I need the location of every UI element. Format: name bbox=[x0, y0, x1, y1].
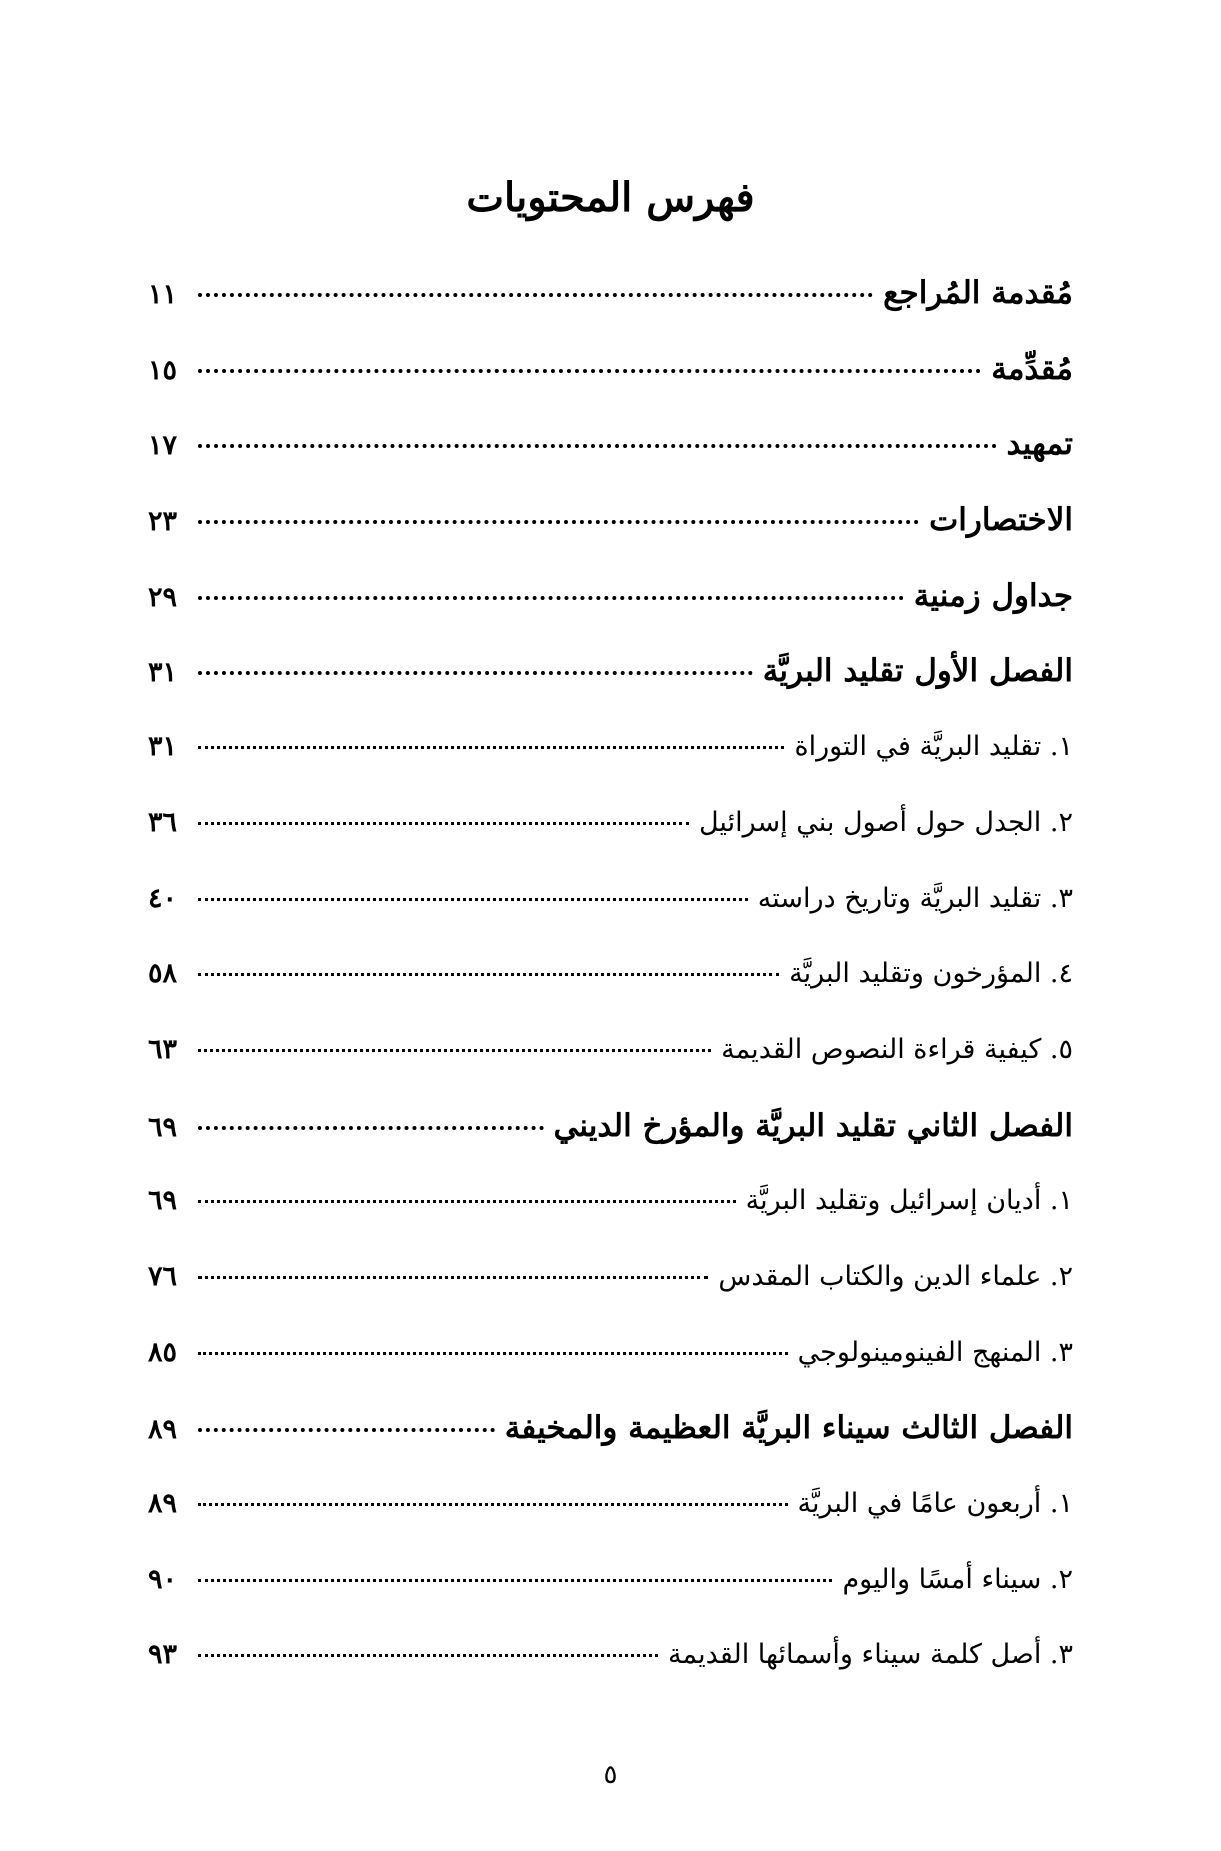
dot-leader bbox=[198, 1503, 788, 1506]
dot-leader bbox=[198, 1654, 658, 1657]
dot-leader bbox=[198, 973, 779, 976]
dot-leader bbox=[198, 1200, 736, 1203]
toc-entry-label: ١. أديان إسرائيل وتقليد البريَّة bbox=[745, 1185, 1073, 1217]
toc-section-entry bbox=[148, 1479, 1073, 1555]
toc-section-entry bbox=[148, 1630, 1073, 1706]
dot-leader bbox=[198, 1126, 544, 1130]
toc-entry-label: مُقدِّمة bbox=[991, 350, 1073, 387]
toc-entry-label: ٢. علماء الدين والكتاب المقدس bbox=[718, 1260, 1073, 1292]
toc-entry-label: ٥. كيفية قراءة النصوص القديمة bbox=[721, 1033, 1073, 1065]
toc-entry-page-number: ٨٥ bbox=[148, 1336, 178, 1368]
dot-leader bbox=[198, 898, 748, 901]
toc-section-entry bbox=[148, 949, 1073, 1025]
dot-leader bbox=[198, 369, 981, 373]
table-of-contents bbox=[148, 268, 1073, 1706]
toc-entry-page-number: ٦٩ bbox=[148, 1185, 178, 1217]
toc-chapter-entry bbox=[148, 419, 1073, 495]
dot-leader bbox=[198, 1428, 495, 1432]
toc-chapter-entry bbox=[148, 571, 1073, 647]
toc-entry-label: ٣. تقليد البريَّة وتاريخ دراسته bbox=[757, 882, 1073, 914]
dot-leader bbox=[198, 520, 919, 524]
toc-entry-page-number: ٦٣ bbox=[148, 1033, 178, 1065]
toc-chapter-entry bbox=[148, 646, 1073, 722]
dot-leader bbox=[198, 671, 753, 675]
toc-chapter-entry bbox=[148, 1403, 1073, 1479]
toc-entry-label: مُقدمة المُراجع bbox=[883, 275, 1073, 311]
page-title: فهرس المحتويات bbox=[466, 174, 755, 221]
dot-leader bbox=[198, 444, 997, 448]
toc-entry-label: جداول زمنية bbox=[913, 577, 1073, 614]
toc-section-entry bbox=[148, 1176, 1073, 1252]
toc-entry-page-number: ٥٨ bbox=[148, 958, 178, 990]
dot-leader bbox=[198, 293, 873, 297]
toc-entry-page-number: ٨٩ bbox=[148, 1414, 178, 1446]
toc-entry-page-number: ٩٣ bbox=[148, 1639, 178, 1671]
toc-section-entry bbox=[148, 1328, 1073, 1404]
toc-entry-page-number: ٨٩ bbox=[148, 1488, 178, 1519]
toc-entry-page-number: ٧٦ bbox=[148, 1260, 178, 1292]
toc-entry-label: الفصل الأول تقليد البريَّة bbox=[762, 653, 1073, 690]
toc-entry-label: ٢. الجدل حول أصول بني إسرائيل bbox=[698, 806, 1073, 838]
toc-chapter-entry bbox=[148, 268, 1073, 344]
toc-chapter-entry bbox=[148, 1101, 1073, 1177]
toc-entry-label: تمهيد bbox=[1006, 426, 1073, 463]
toc-section-entry bbox=[148, 798, 1073, 874]
toc-section-entry bbox=[148, 874, 1073, 950]
toc-entry-label: ١. أربعون عامًا في البريَّة bbox=[797, 1488, 1073, 1519]
toc-entry-label: ١. تقليد البريَّة في التوراة bbox=[794, 731, 1073, 763]
toc-entry-page-number: ٦٩ bbox=[148, 1111, 178, 1143]
toc-entry-page-number: ١٧ bbox=[148, 430, 178, 462]
dot-leader bbox=[198, 822, 689, 825]
dot-leader bbox=[198, 746, 784, 749]
toc-section-entry bbox=[148, 1252, 1073, 1328]
toc-entry-page-number: ٢٣ bbox=[148, 506, 178, 538]
toc-entry-page-number: ٣١ bbox=[148, 731, 178, 763]
toc-entry-label: الاختصارات bbox=[929, 502, 1073, 539]
toc-entry-label: الفصل الثالث سيناء البريَّة العظيمة والمخيفة bbox=[504, 1410, 1073, 1447]
toc-entry-page-number: ١٥ bbox=[148, 354, 178, 386]
dot-leader bbox=[198, 1352, 788, 1355]
toc-chapter-entry bbox=[148, 344, 1073, 420]
toc-entry-label: ٤. المؤرخون وتقليد البريَّة bbox=[789, 958, 1073, 990]
toc-section-entry bbox=[148, 722, 1073, 798]
toc-entry-page-number: ٤٠ bbox=[148, 882, 178, 914]
dot-leader bbox=[198, 1276, 708, 1279]
page-number: ٥ bbox=[603, 1760, 618, 1790]
toc-entry-page-number: ٢٩ bbox=[148, 581, 178, 613]
toc-entry-page-number: ٣٦ bbox=[148, 806, 178, 838]
dot-leader bbox=[198, 596, 904, 600]
toc-entry-page-number: ١١ bbox=[148, 279, 178, 310]
toc-section-entry bbox=[148, 1555, 1073, 1631]
toc-entry-label: الفصل الثاني تقليد البريَّة والمؤرخ الديني bbox=[553, 1107, 1073, 1144]
toc-entry-page-number: ٩٠ bbox=[148, 1563, 178, 1595]
toc-entry-page-number: ٣١ bbox=[148, 657, 178, 689]
toc-entry-label: ٣. أصل كلمة سيناء وأسمائها القديمة bbox=[668, 1639, 1073, 1671]
toc-entry-label: ٢. سيناء أمسًا واليوم bbox=[842, 1563, 1073, 1595]
dot-leader bbox=[198, 1049, 711, 1052]
toc-chapter-entry bbox=[148, 495, 1073, 571]
dot-leader bbox=[198, 1579, 832, 1582]
toc-section-entry bbox=[148, 1025, 1073, 1101]
toc-entry-label: ٣. المنهج الفينومينولوجي bbox=[797, 1336, 1073, 1368]
